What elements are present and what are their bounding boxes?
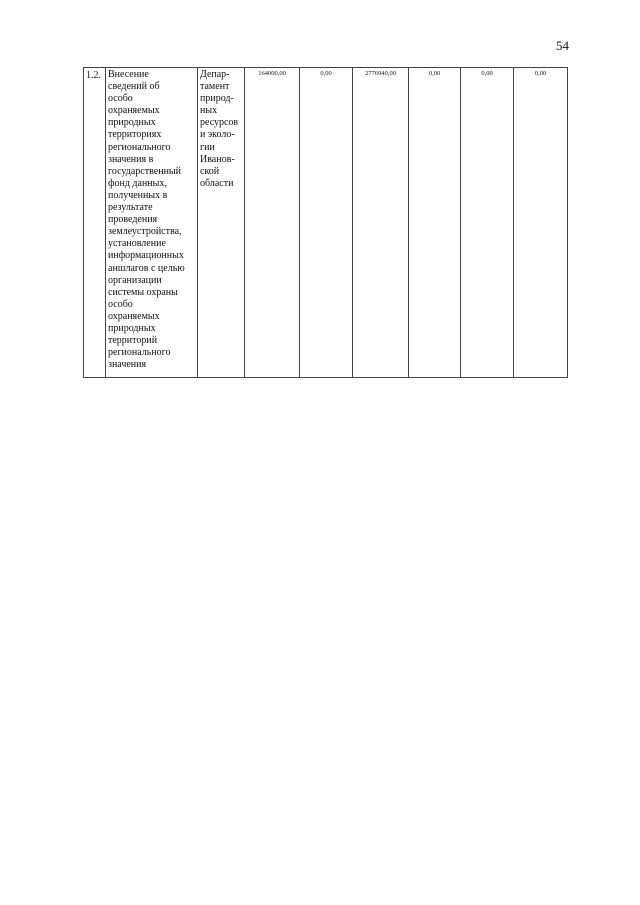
description-line: территориях <box>108 129 162 141</box>
description-line: аншлагов с целью <box>108 262 185 274</box>
description-line: значения <box>108 359 147 371</box>
description-line: фонд данных, <box>108 177 167 189</box>
description-line: сведений об <box>108 81 160 93</box>
funding-value-cell: 0,00 <box>514 68 568 378</box>
department-line: тамент <box>200 81 230 93</box>
department-line: области <box>200 177 234 189</box>
description-line: проведения <box>108 214 158 226</box>
funding-value-cell: 0,00 <box>461 68 514 378</box>
department-line: ных <box>200 105 218 117</box>
description-line: значения в <box>108 153 154 165</box>
department-line: ресурсов <box>200 117 239 129</box>
program-table <box>83 67 568 378</box>
description-line: системы охраны <box>108 286 178 298</box>
row-number: 1.2. <box>84 68 106 378</box>
department-line: Депар- <box>200 69 230 80</box>
description-line: установление <box>108 238 166 250</box>
funding-value-cell: 2776940,00 <box>353 68 409 378</box>
description-line: природных <box>108 117 156 129</box>
description-line: охраняемых <box>108 105 160 117</box>
description-line: регионального <box>108 141 171 153</box>
funding-value-cell: 0,00 <box>409 68 461 378</box>
table-row <box>84 68 568 378</box>
description-line: территорий <box>108 335 158 347</box>
description-line: Внесение <box>108 69 149 80</box>
description-line: организации <box>108 274 162 286</box>
description-line: результате <box>108 202 153 214</box>
description-line: охраняемых <box>108 310 160 322</box>
funding-value-cell: 164000,00 <box>245 68 300 378</box>
activity-description <box>106 68 198 378</box>
department-line: и эколо- <box>200 129 235 141</box>
description-line: регионального <box>108 347 171 359</box>
responsible-department <box>198 68 245 378</box>
department-line: гии <box>200 141 215 153</box>
description-line: особо <box>108 93 133 105</box>
department-line: природ- <box>200 93 234 105</box>
description-line: полученных в <box>108 189 168 201</box>
department-line: Иванов- <box>200 153 235 165</box>
funding-value-cell: 0,00 <box>300 68 353 378</box>
description-line: природных <box>108 322 156 334</box>
description-line: информационных <box>108 250 184 262</box>
description-line: особо <box>108 298 133 310</box>
description-line: государственный <box>108 165 181 177</box>
description-line: землеустройства, <box>108 226 182 238</box>
department-line: ской <box>200 165 220 177</box>
page-number: 54 <box>556 38 569 53</box>
